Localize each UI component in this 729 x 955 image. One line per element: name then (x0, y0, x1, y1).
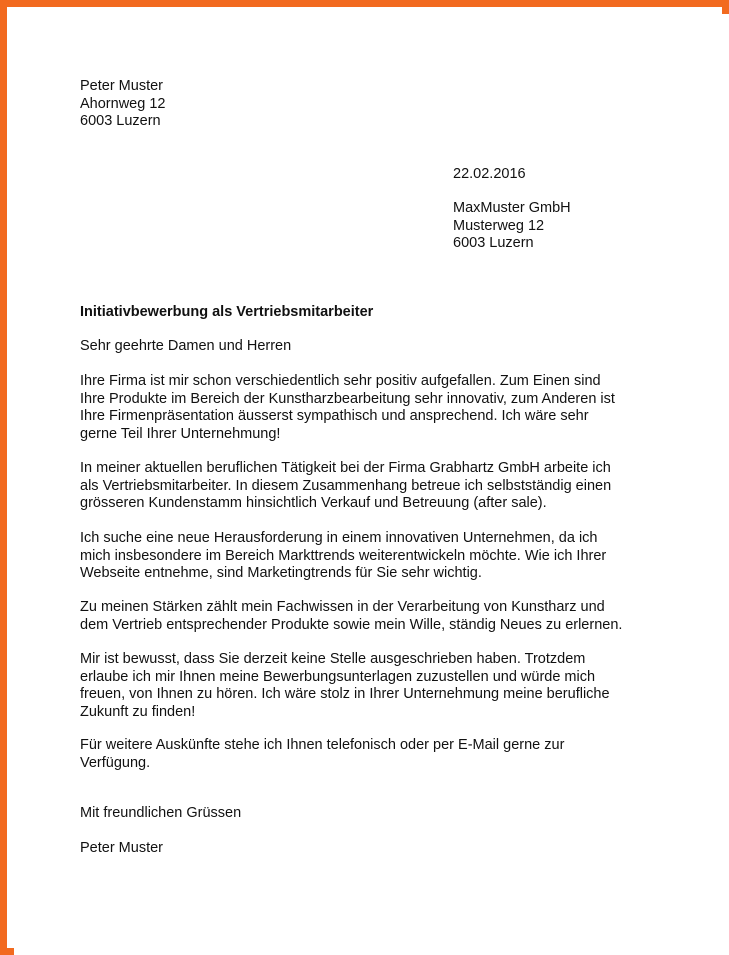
sender-address (80, 78, 165, 131)
letter-signature: Peter Muster (80, 840, 163, 856)
paragraph-line: dem Vertrieb entsprechender Produkte sowie mein Wille, ständig Neues zu erlernen. (80, 616, 623, 633)
paragraph-line: Verfügung. (80, 754, 151, 771)
sender-name: Peter Muster (80, 78, 163, 94)
body-paragraph (80, 599, 655, 634)
recipient-address (453, 200, 571, 253)
paragraph-line: Ihre Produkte im Bereich der Kunstharzbearbeitung sehr innovativ, zum Anderen ist (80, 390, 615, 407)
paragraph-line: grösseren Kundenstamm hinsichtlich Verkauf und Betreuung (after sale). (80, 495, 547, 511)
letter-salutation: Sehr geehrte Damen und Herren (80, 338, 292, 354)
paragraph-line: In meiner aktuellen beruflichen Tätigkeit bei der Firma Grabhartz GmbH arbeite ich (80, 460, 611, 476)
paragraph-line: Zu meinen Stärken zählt mein Fachwissen in der Verarbeitung von Kunstharz und (80, 599, 605, 615)
paragraph-line: Webseite entnehme, sind Marketingtrends für Sie sehr wichtig. (80, 565, 482, 581)
recipient-street: Musterweg 12 (453, 217, 545, 234)
paragraph-line: erlaube ich mir Ihnen meine Bewerbungsunterlagen zuzustellen und würde mich (80, 668, 596, 685)
body-paragraph (80, 651, 655, 721)
paragraph-line: Für weitere Auskünfte stehe ich Ihnen telefonisch oder per E-Mail gerne zur (80, 737, 565, 753)
paragraph-line: Ihre Firmenpräsentation äusserst sympathisch und ansprechend. Ich wäre sehr (80, 408, 589, 424)
body-paragraph (80, 373, 655, 443)
paragraph-line: mich insbesondere im Bereich Markttrends weiterentwickeln möchte. Wie ich Ihrer (80, 547, 607, 564)
paragraph-line: gerne Teil Ihrer Unternehmung! (80, 425, 281, 442)
paragraph-line: Ihre Firma ist mir schon verschiedentlich sehr positiv aufgefallen. Zum Einen sind (80, 373, 601, 389)
paragraph-line: Zukunft zu finden! (80, 703, 196, 720)
letter-page (14, 14, 729, 955)
application-letter (14, 14, 729, 955)
letter-date: 22.02.2016 (453, 166, 526, 182)
body-paragraph (80, 737, 655, 772)
paragraph-line: Ich suche eine neue Herausforderung in einem innovativen Unternehmen, da ich (80, 530, 598, 546)
recipient-company: MaxMuster GmbH (453, 200, 571, 216)
letter-subject: Initiativbewerbung als Vertriebsmitarbeiter (80, 304, 374, 320)
sender-street: Ahornweg 12 (80, 95, 166, 112)
body-paragraph (80, 530, 655, 583)
body-paragraph (80, 460, 655, 513)
sender-city: 6003 Luzern (80, 113, 161, 129)
letter-closing: Mit freundlichen Grüssen (80, 805, 242, 821)
paragraph-line: als Vertriebsmitarbeiter. In diesem Zusammenhang betreue ich selbstständig einen (80, 477, 612, 494)
paragraph-line: freuen, von Ihnen zu hören. Ich wäre stolz in Ihrer Unternehmung meine berufliche (80, 686, 610, 702)
recipient-city: 6003 Luzern (453, 235, 534, 251)
paragraph-line: Mir ist bewusst, dass Sie derzeit keine Stelle ausgeschrieben haben. Trotzdem (80, 651, 586, 667)
